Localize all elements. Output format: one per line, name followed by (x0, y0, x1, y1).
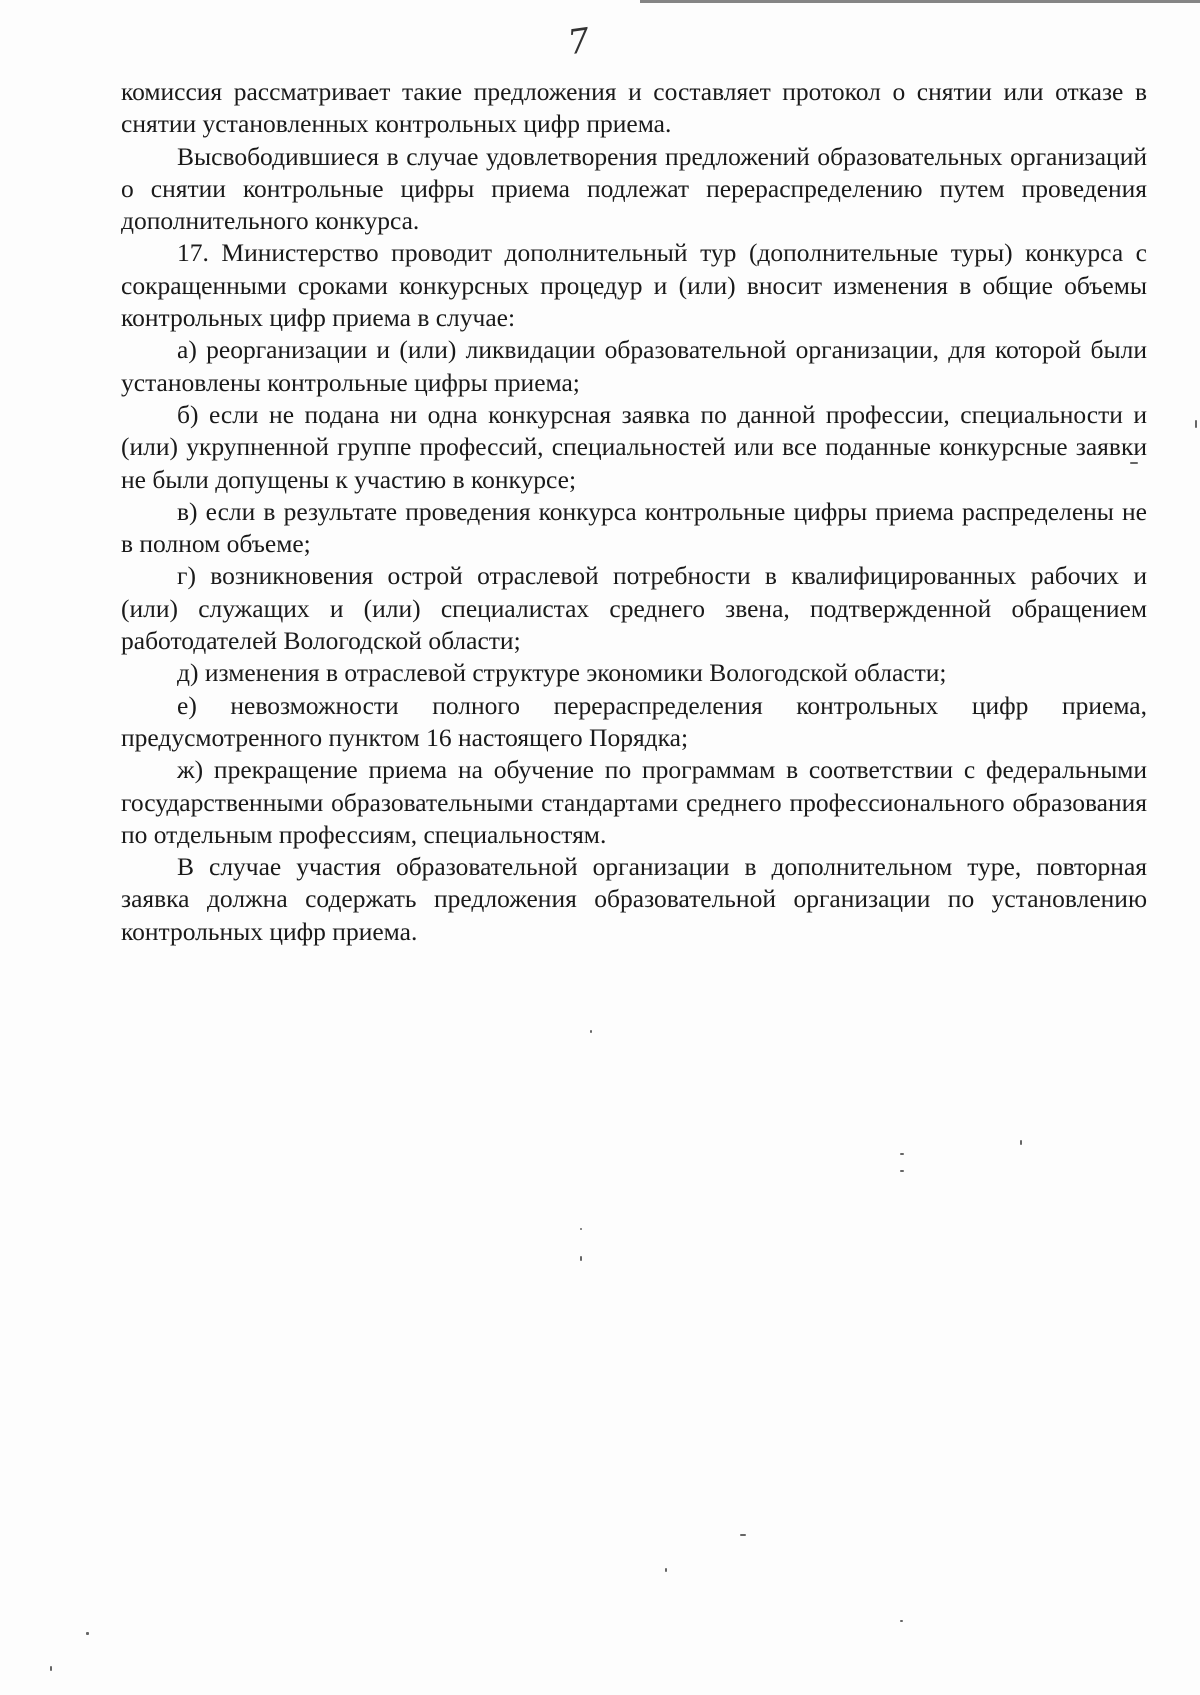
list-item-v: в) если в результате проведения конкурса контрольные цифры приема распределены не в полном объеме; (121, 496, 1147, 559)
scan-edge-line (640, 0, 1200, 3)
document-body (121, 76, 1147, 948)
scan-speck (900, 1170, 904, 1172)
scan-speck (900, 1620, 903, 1622)
paragraph-released-figures: Высвободившиеся в случае удовлетворения предложений образовательных организаций о снятии контрольные цифры приема подлежат перераспределению путем проведения дополнительного конкурса. (121, 141, 1147, 236)
paragraph-item-17: 17. Министерство проводит дополнительный тур (дополнительные туры) конкурса с сокращенными сроками конкурсных процедур и (или) вносит изменения в общие объемы контрольных цифр приема в случае: (121, 238, 1147, 333)
scan-speck (1020, 1140, 1022, 1145)
paragraph-additional-round: В случае участия образовательной организации в дополнительном туре, повторная заявка должна содержать предложения образовательной организации по установлению контрольных цифр приема. (121, 852, 1147, 946)
scan-speck (580, 1228, 582, 1230)
scan-speck (900, 1153, 904, 1155)
list-item-a: а) реорганизации и (или) ликвидации образовательной организации, для которой были установлены контрольные цифры приема; (121, 335, 1147, 397)
scan-speck (1195, 420, 1197, 428)
scan-speck (50, 1666, 52, 1671)
scan-speck (740, 1534, 746, 1536)
paragraph-continuation: комиссия рассматривает такие предложения и составляет протокол о снятии или отказе в снятии установленных контрольных цифр приема. (121, 77, 1147, 139)
scan-speck (580, 1256, 582, 1261)
list-item-e: е) невозможности полного перераспределения контрольных цифр приема, предусмотренного пунктом 16 настоящего Порядка; (121, 690, 1147, 752)
scan-speck (86, 1632, 89, 1635)
list-item-b: б) если не подана ни одна конкурсная заявка по данной профессии, специальности и (или) укрупненной группе профессий, специальностей или все поданные конкурсные заявки не были допущены к участию в конкурсе; (121, 399, 1147, 494)
scan-speck (590, 1030, 592, 1033)
page-number: 7 (565, 20, 593, 64)
list-item-d: д) изменения в отраслевой структуре экономики Вологодской области; (177, 658, 947, 688)
list-item-g: г) возникновения острой отраслевой потребности в квалифицированных рабочих и (или) служащих и (или) специалистах среднего звена, подтвержденной обращением работодателей Вологодской области; (121, 561, 1147, 656)
scan-speck (665, 1568, 667, 1572)
list-item-zh: ж) прекращение приема на обучение по программам в соответствии с федеральными государственными образовательными стандартами среднего профессионального образования по отдельным профессиям, специальностям. (121, 755, 1147, 849)
scan-speck (1130, 462, 1138, 464)
